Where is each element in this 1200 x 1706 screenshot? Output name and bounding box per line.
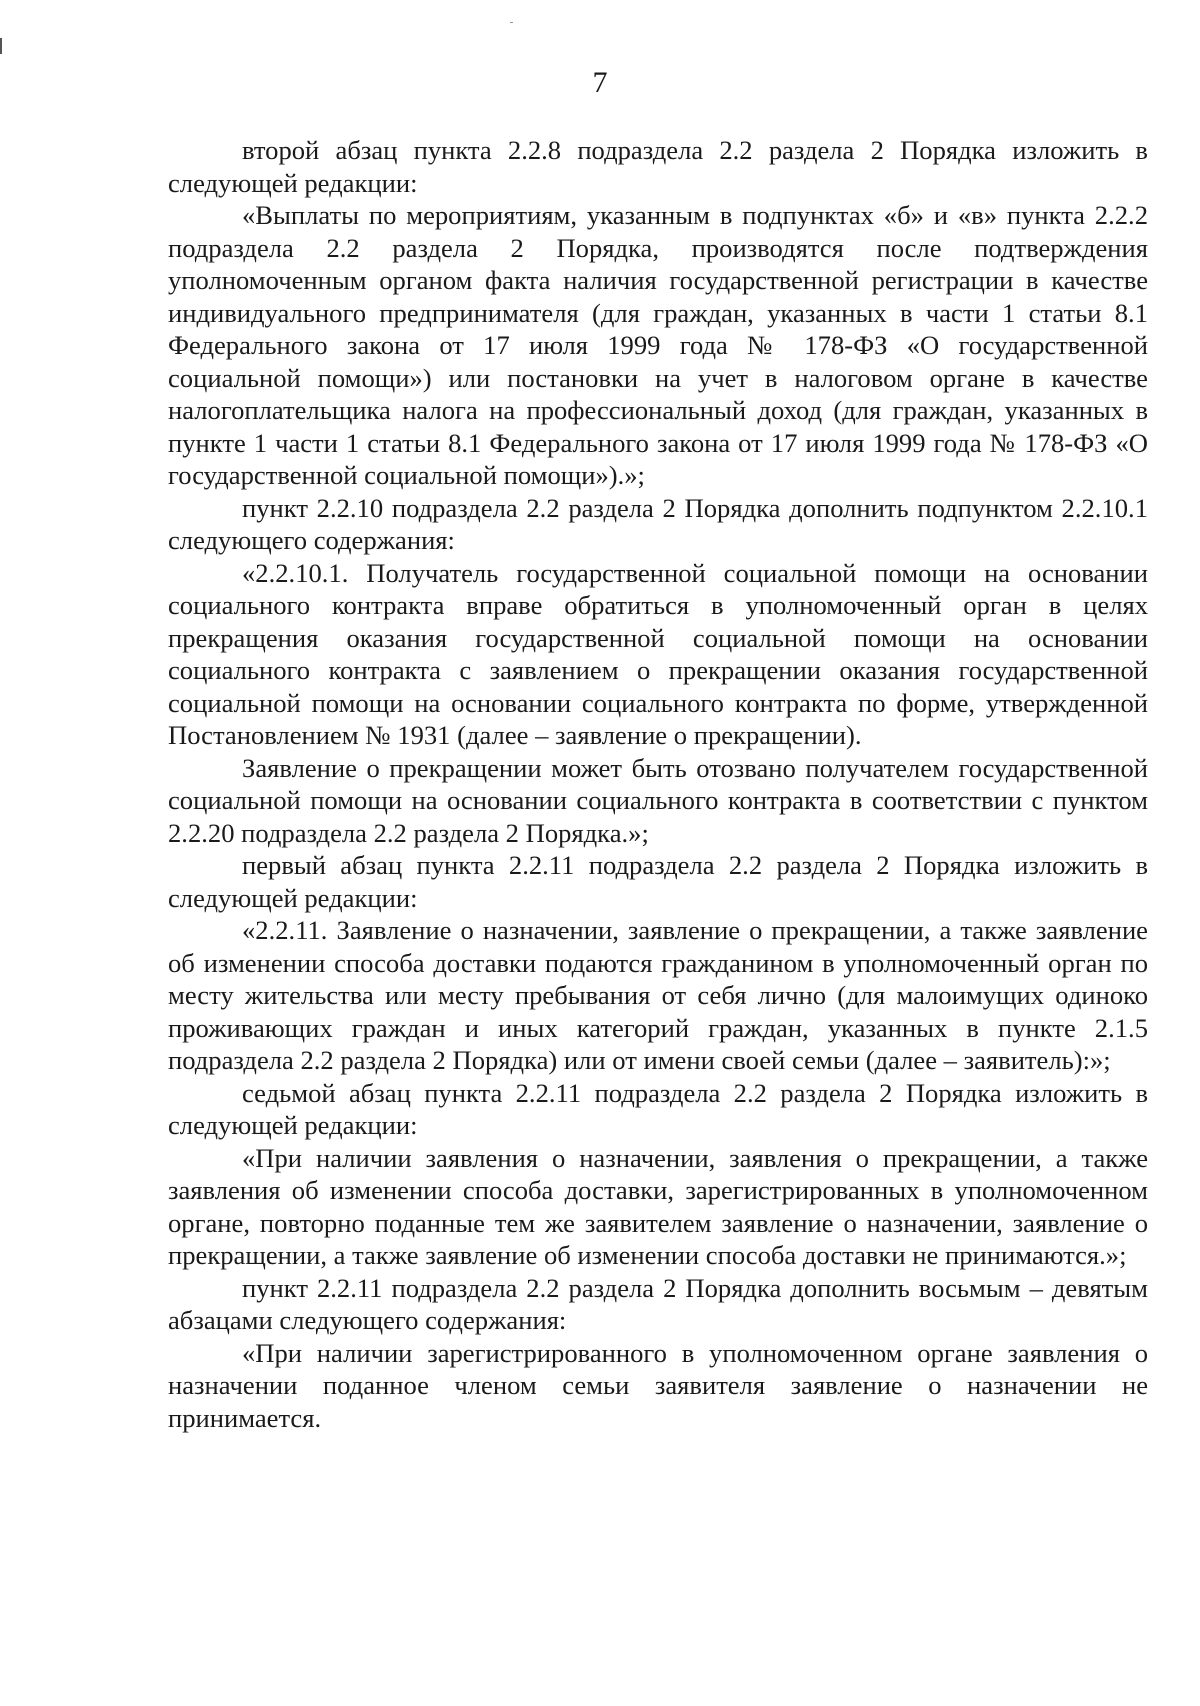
document-body — [168, 134, 1148, 1434]
paragraph: Заявление о прекращении может быть отозвано получателем государственной социальной помощи на основании социального контракта в соответствии с пунктом 2.2.20 подраздела 2.2 раздела 2 Порядка.»; — [168, 752, 1148, 848]
paragraph: «Выплаты по мероприятиям, указанным в подпунктах «б» и «в» пункта 2.2.2 подраздела 2.2 раздела 2 Порядка, производятся после подтверждения уполномоченным органом факта наличия государственной регистрации в качестве индивидуального предпринимателя (для граждан, указанных в части 1 статьи 8.1 Федерального закона от 17 июля 1999 года № 178-ФЗ «О государственной социальной помощи») или постановки на учет в налоговом органе в качестве налогоплательщика налога на профессиональный доход (для граждан, указанных в пункте 1 части 1 статьи 8.1 Федерального закона от 17 июля 1999 года № 178-ФЗ «О государственной социальной помощи»).»; — [168, 200, 1148, 490]
paragraph: «2.2.11. Заявление о назначении, заявление о прекращении, а также заявление об изменении способа доставки подаются гражданином в уполномоченный орган по месту жительства или месту пребывания от себя лично (для малоимущих одиноко проживающих граждан и иных категорий граждан, указанных в пункте 2.1.5 подраздела 2.2 раздела 2 Порядка) или от имени своей семьи (далее – заявитель):»; — [168, 915, 1148, 1075]
paragraph: «При наличии зарегистрированного в уполномоченном органе заявления о назначении поданное членом семьи заявителя заявление о назначении не принимается. — [168, 1337, 1148, 1433]
paragraph: «При наличии заявления о назначении, заявления о прекращении, а также заявления об изменении способа доставки, зарегистрированных в уполномоченном органе, повторно поданные тем же заявителем заявление о назначении, заявление о прекращении, а также заявление об изменении способа доставки не принимаются.»; — [168, 1142, 1148, 1270]
paragraph: пункт 2.2.10 подраздела 2.2 раздела 2 Порядка дополнить подпунктом 2.2.10.1 следующего содержания: — [168, 492, 1148, 555]
paragraph: «2.2.10.1. Получатель государственной социальной помощи на основании социального контракта вправе обратиться в уполномоченный орган в целях прекращения оказания государственной социальной помощи на основании социального контракта с заявлением о прекращении оказания государственной социальной помощи на основании социального контракта по форме, утвержденной Постановлением № 1931 (далее – заявление о прекращении). — [168, 557, 1148, 750]
scan-dust-mark — [510, 22, 513, 23]
paragraph: пункт 2.2.11 подраздела 2.2 раздела 2 Порядка дополнить восьмым – девятым абзацами следующего содержания: — [168, 1272, 1148, 1335]
paragraph: второй абзац пункта 2.2.8 подраздела 2.2 раздела 2 Порядка изложить в следующей редакции: — [168, 135, 1148, 198]
paragraph: первый абзац пункта 2.2.11 подраздела 2.2 раздела 2 Порядка изложить в следующей редакции: — [168, 850, 1148, 913]
scan-edge-mark — [0, 38, 2, 54]
page-number: 7 — [592, 66, 608, 99]
paragraph: седьмой абзац пункта 2.2.11 подраздела 2.2 раздела 2 Порядка изложить в следующей редакции: — [168, 1077, 1148, 1140]
